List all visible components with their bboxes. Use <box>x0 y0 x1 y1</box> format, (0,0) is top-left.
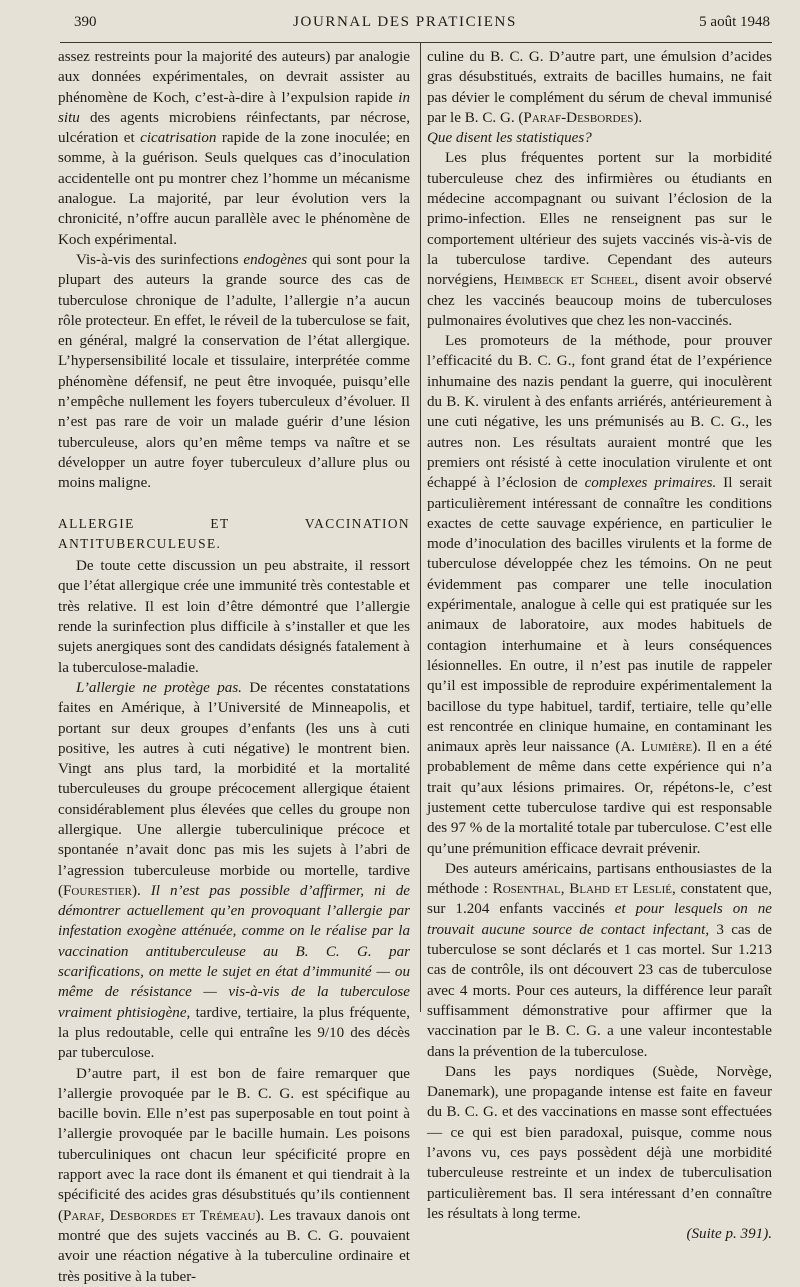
italic-run: L’allergie ne protège pas. <box>76 679 242 696</box>
section-heading: ALLERGIE ET VACCINATION ANTITUBERCULEUSE. <box>58 515 410 551</box>
text-run: ). Les travaux danois ont montré que des sujets vaccinés au B. C. G. pouvaient avoir une réaction négative à la tuberculine ordinaire et très positive à la tuber- <box>58 1207 410 1285</box>
text-run: qui sont pour la plupart des auteurs la grande source des cas de tuberculose chronique de l’adulte, l’allergie n’a aucun rôle protecteur. En effet, le réveil de la tuberculose se fait, en général, malgré la conservation de l’état allergique. L’hypersensibilité locale et tissulaire, interprétée comme phénomène défensif, ne peut être invoquée, puisqu’elle n’empêche nullement les foyers tuberculeux d’évoluer. Il n’est pas rare de voir un malade guérir d’une lésion tuberculeuse, alors qu’en même temps va naître et se développer un autre foyer tuberculeux d’allure plus ou moins maligne. <box>58 251 410 492</box>
italic-run: complexes primaires. <box>584 475 717 492</box>
text-run: Vis-à-vis des surinfections <box>76 251 244 268</box>
journal-title: JOURNAL DES PRATICIENS <box>293 14 517 30</box>
text-run: ). <box>633 109 643 126</box>
text-run: De récentes constatations faites en Amérique, à l’Université de Minneapolis, et portant sur deux groupes d’enfants (les uns à cuti positive, les autres à cuti négative) le montrent bien. Vingt ans plus tard, la morbidité et la mortalité tuberculeuses du groupe précocement allergique étaient considérablement plus élevées que celles du groupe non allergique. Une allergie tuberculinique précoce et spontanée n’avait donc pas mis les sujets à l’abri de l’agression tuberculeuse morbide ou mortelle, tardive ( <box>58 679 410 899</box>
column-divider <box>420 42 421 1012</box>
italic-run: endogènes <box>243 251 308 268</box>
issue-date: 5 août 1948 <box>699 14 770 30</box>
author-name: Heimbeck et Scheel <box>503 272 635 289</box>
continuation-note: (Suite p. 391). <box>686 1226 772 1243</box>
paragraph <box>58 1064 410 1287</box>
text-run: Des auteurs américains, partisans enthousiastes de la méthode : <box>427 860 772 898</box>
paragraph <box>58 678 410 1064</box>
paragraph: De toute cette discussion un peu abstraite, il ressort que l’état allergique crée une immunité très contestable et très relative. Il est loin d’être démontré que l’allergie rende la surinfection plus difficile à s’installer et que les sujets anergiques sont des candidats désignés fatalement à la tuberculose-maladie. <box>58 558 410 676</box>
text-run: des agents microbiens réinfectants, par nécrose, ulcération et <box>58 109 410 147</box>
text-run: ). Il en a été probablement de même dans cette expérience qui n’a trait qu’aux lésions primaires. Or, répétons-le, c’est justement cette tuberculose tardive qui est responsable des 97 % de la mortalité totale par tuberculose. C’est elle qu’une prémunition efficace devrait prévenir. <box>427 739 773 857</box>
page-number: 390 <box>74 14 97 30</box>
text-run: Il serait particulièrement intéressant de connaître les conditions exactes de cette sauvage expérience, en particulier le mode d’inoculation des bacilles virulents et la forme de tuberculose développée chez les témoins. On ne peut évidemment pas comparer une telle inoculation expérimentale, analogue à celle qui est pratiquée sur les animaux de laboratoire, aux modes habituels de contagion interhumaine et à leurs conséquences lésionnelles. En outre, il n’est pas inutile de rappeler qu’il est impossible de reproduire expérimentalement la bacillose du type habituel, tardif, tertiaire, telle qu’elle est rencontrée en clinique humaine, en contaminant les animaux après leur naissance (A. <box>427 475 772 756</box>
text-run: Les plus fréquentes portent sur la morbidité tuberculeuse chez des infirmières ou étudiants en médecine accompagnant ou suivant l’éclosion de la primo-infection. Elles ne renseignent pas sur le comportement ultérieur des sujets vaccinés vis-à-vis de la tuberculose tardive. Cependant des auteurs norvégiens, <box>427 150 772 289</box>
header-rule <box>60 42 772 43</box>
text-run: culine du B. C. G. D’autre part, une émulsion d’acides gras désubstitués, extraits de bacilles humains, ne fait pas dévier le complément du sérum de cheval immunisé par le B. C. G. ( <box>427 49 772 126</box>
text-run: , disent avoir observé chez les vaccinés beaucoup moins de tuberculoses pulmonaires évolutives que chez les non-vaccinés. <box>427 272 772 329</box>
author-name: Paraf, Desbordes et Trémeau <box>63 1207 256 1224</box>
text-run: 3 cas de tuberculose se sont déclarés et 1 cas mortel. Sur 1.213 cas de contrôle, ils ont découvert 23 cas de tuberculose avec 4 morts. Pour ces auteurs, la différence leur paraît suffisamment démonstrative pour affirmer que la vaccination par le B. C. G. a une valeur incontestable dans la prévention de la tuberculose. <box>427 921 772 1060</box>
italic-run: cicatrisation <box>140 130 217 147</box>
author-name: Fourestier <box>63 882 132 899</box>
paragraph <box>58 250 410 494</box>
text-run: , constatent que, sur 1.204 enfants vaccinés <box>427 881 772 918</box>
subheading: Que disent les statistiques? <box>427 130 592 147</box>
author-name: Lumière <box>640 739 693 756</box>
paragraph: Dans les pays nordiques (Suède, Norvège, Danemark), une propagande intense est faite en faveur du B. C. G. et des vaccinations en masse sont effectuées — ce qui est bien paradoxal, puisque, comme nous l’avons vu, ces pays possèdent déjà une morbidité tuberculeuse restreinte et un index de tuberculisation particulièrement bas. Il sera intéressant d’en connaître les résultats à long terme. <box>427 1063 772 1222</box>
paragraph <box>427 859 772 1062</box>
paragraph <box>427 148 772 331</box>
paragraph <box>58 47 410 250</box>
text-run: ). <box>131 882 151 899</box>
paragraph <box>427 331 772 859</box>
text-run: assez restreints pour la majorité des auteurs) par analogie aux données expérimentales, on devrait assister au phénomène de Koch, c’est-à-dire à l’expulsion rapide <box>58 49 410 106</box>
italic-run: et pour lesquels on ne trouvait aucune source de contact infectant, <box>427 901 773 938</box>
italic-run: Il n’est pas possible d’affirmer, ni de démontrer actuellement qu’en provoquant l’allergie par infestation exogène atténuée, comme on le réalise par la vaccination antituberculeuse au B. C. G. par scarifications, on mette le sujet en état d’immunité — ou même de résistance — vis-à-vis de la tuberculose vraiment phtisiogène, <box>58 882 411 1021</box>
paragraph <box>427 47 772 128</box>
right-column <box>427 47 772 1245</box>
text-run: Les promoteurs de la méthode, pour prouver l’efficacité du B. C. G., font grand état de l’expérience inhumaine des nazis pendant la guerre, qui inoculèrent du B. K. virulent à des enfants arriérés, antérieurement à une cuti négative, les uns prémunisés au B. C. G., les autres non. Les résultats auraient montré que les premiers ont résisté à cette inoculation virulente et ont échappé à l’éclosion de <box>427 333 772 492</box>
text-run: tardive, tertiaire, la plus fréquente, la plus redoutable, celle qui entraîne les 9/10 des décès par tuberculose. <box>58 1004 410 1062</box>
left-column <box>58 47 410 1287</box>
author-name: Paraf-Desbordes <box>523 109 634 126</box>
italic-run: in situ <box>58 89 410 126</box>
author-name: Rosenthal, Blahd et Leslié <box>492 881 672 898</box>
text-run: rapide de la zone inoculée; en somme, à la guérison. Seuls quelques cas d’inoculation accidentelle ont pu montrer chez l’homme un mécanisme analogue. La majorité, par leur évolution vers la chronicité, n’offre aucun parallèle avec le phénomène de Koch expérimental. <box>58 130 410 248</box>
running-header <box>40 14 770 36</box>
text-run: D’autre part, il est bon de faire remarquer que l’allergie provoquée par le B. C. G. est spécifique au bacille bovin. Elle n’est pas superposable en tout point à l’allergie provoquée par le bacille humain. Les poisons tuberculiniques ont chacun leur spécificité propre en rapport avec la race dont ils émanent et qui tiendrait à la spécificité des acides gras désubstitués qu’ils contiennent ( <box>58 1065 410 1224</box>
